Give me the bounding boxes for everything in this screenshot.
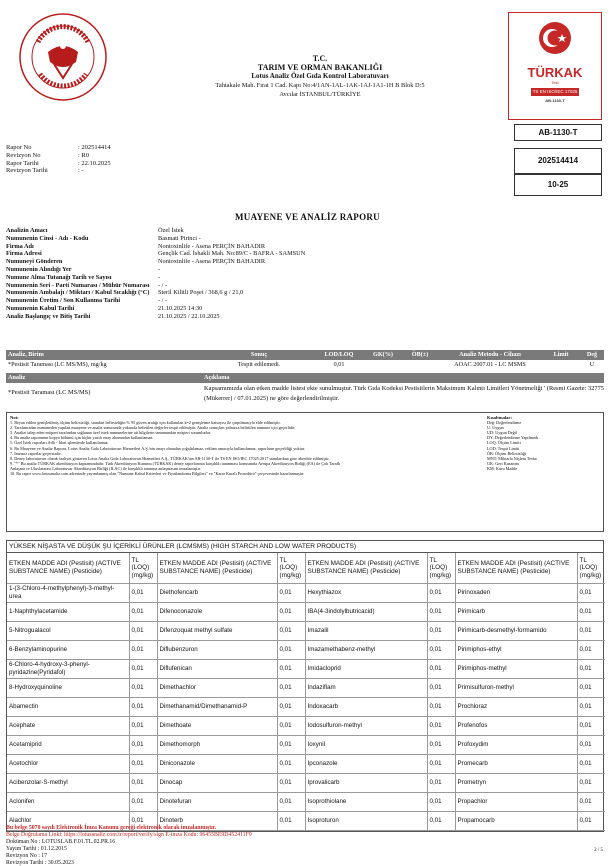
tl-cell: 0,01 — [129, 773, 157, 792]
substance-cell: Dimethanamid/Dimethanamid-P — [157, 697, 277, 716]
substance-cell: Diflubenzuron — [157, 640, 277, 659]
substance-cell: Indaziflam — [305, 678, 427, 697]
tl-header: TL (LOQ) (mg/kg) — [277, 553, 305, 583]
substance-cell: Acibenzolar-S-methyl — [7, 773, 129, 792]
meta-row: Revizyon Tarihi : - — [6, 167, 84, 175]
substance-cell: Aclonifen — [7, 792, 129, 811]
note-line: 10. Bu rapor www.lotusanaliz.com adresinde yayımlanmış olan "Numune Kabul Kriterleri ve Fiyatlandırma Bilgileri" ve "Karar Kuralı Prosedürü" çerçevesinde hazırlanmıştır. — [10, 471, 305, 477]
report-meta — [6, 144, 158, 175]
notes-title: Not: — [10, 415, 19, 420]
substance-cell: Primisulfuron-methyl — [455, 678, 577, 697]
tl-cell: 0,01 — [427, 754, 455, 773]
tl-cell: 0,01 — [427, 792, 455, 811]
substance-cell: Iprovalicarb — [305, 773, 427, 792]
substance-cell: Dimethomorph — [157, 735, 277, 754]
substance-cell: Abamectin — [7, 697, 129, 716]
info-row: Firma Adresi Gençlik Cad. İshakli Mah. No:89/C - BAFRA - SAMSUN — [6, 250, 306, 258]
turkak-test: Test — [551, 80, 559, 85]
substance-cell: Difenoconazole — [157, 602, 277, 621]
info-row: Numunenin Cinsi - Adı - Kodu Basmati Pirinci - — [6, 234, 201, 242]
table-row — [7, 697, 605, 716]
abbr-item: MNT: Miktarla Nişlem Tesba — [487, 455, 537, 461]
revision-date: Revizyon Tarihi : 30.05.2023 — [6, 860, 74, 866]
note-line: 4. Bu analiz raporunun kopya bölümü için hiçbir yazılı onay alınmadan kullanılamaz. — [10, 435, 154, 441]
info-row: Numunenin Alındığı Yer - — [6, 265, 161, 273]
table-row — [7, 678, 605, 697]
accreditation-code: AB-1130-T — [514, 124, 602, 141]
tl-cell: 0,01 — [577, 735, 605, 754]
substance-cell: Diniconazole — [157, 754, 277, 773]
table-row — [7, 792, 605, 811]
tl-cell: 0,01 — [129, 659, 157, 678]
period-code: 10-25 — [514, 174, 602, 196]
tl-header: TL (LOQ) (mg/kg) — [577, 553, 605, 583]
tl-cell: 0,01 — [427, 583, 455, 602]
publish-date: Yayım Tarihi : 01.12.2015 — [6, 846, 67, 853]
substance-cell: Pirinoxaden — [455, 583, 577, 602]
substance-cell: IBA(4-3indolylbutricacid) — [305, 602, 427, 621]
abbreviations — [487, 415, 573, 471]
table-row — [7, 659, 605, 678]
abbr-item: LOD: Tespit Limiti — [487, 445, 520, 451]
tl-cell: 0,01 — [577, 583, 605, 602]
turkak-code: AB-1130-T — [545, 98, 565, 103]
substance-cell: Alachlor — [7, 811, 129, 830]
table-row — [7, 602, 605, 621]
note-line: 7. İmzasız raporlar geçersizdir. — [10, 450, 62, 456]
lcmsms-body — [7, 583, 605, 830]
lab-header — [150, 54, 490, 99]
abbr-item: ÖB: Ölçüm Belirsizliği — [487, 450, 527, 456]
tl-header: TL (LOQ) (mg/kg) — [129, 553, 157, 583]
substance-cell: Isoprothiolane — [305, 792, 427, 811]
page-number: 2 / 5 — [594, 848, 603, 853]
info-row: Numuneyi Gönderen Nontoxinlife - Asena PERÇİN BAHADIR — [6, 258, 266, 266]
substance-header: ETKEN MADDE ADI (Pestisit) (ACTIVE SUBSTANCE NAME) (Pesticide) — [157, 553, 277, 583]
substance-cell: Imazalil — [305, 621, 427, 640]
substance-cell: Prochloraz — [455, 697, 577, 716]
note-line: Anlaşma ve Uluslararası Laboratuvar Akreditasyon Birliği (ILAC) ile karşılıklı tanınma anlaşmasını imzalamıştır. — [10, 465, 201, 471]
substance-cell: Dimethoate — [157, 716, 277, 735]
substance-cell: 1-(3-Chloro-4-methylphenyl)-3-methyl-urea — [7, 583, 129, 602]
note-line: 1. Beyan edilen genişletilmiş ölçüm belirsizliği, standart belirsizliğin % 95 güven aralığı için kullanılan k=2 genişletme katsayısı ile çarpılmasıyla elde edilmiştir. — [10, 420, 281, 426]
tl-cell: 0,01 — [427, 621, 455, 640]
substance-cell: Diflufenican — [157, 659, 277, 678]
meta-row: Rapor Tarihi : 22.10.2025 — [6, 159, 111, 167]
info-row: Analizin Amacı Özel İstek — [6, 227, 184, 234]
substance-cell: Ioxynil — [305, 735, 427, 754]
tl-cell: 0,01 — [277, 583, 305, 602]
abbr-item: GK: Geri Kazanım — [487, 460, 519, 466]
substance-cell: Iodosulfuron-methyl — [305, 716, 427, 735]
note-line: 8. Deney laboratuvarı olarak faaliyet gösteren Lotus Analiz Gıda Laboratuvarı Hizmetleri A.Ş., TÜRKAK'tan AB-1130-T ile TS EN ISO/IEC 17025:2017 standardına göre akredite edilmiştir. — [10, 455, 330, 461]
tl-cell: 0,01 — [427, 602, 455, 621]
header-ministry: TARIM VE ORMAN BAKANLIĞI — [257, 63, 383, 72]
tl-header: TL (LOQ) (mg/kg) — [427, 553, 455, 583]
note-line: 5. Özel İstek raporları Adli - İdari işlemlerde kullanılamaz. — [10, 440, 109, 446]
header-line1: T.C. — [312, 54, 328, 63]
substance-cell: Imazamethabenz-methyl — [305, 640, 427, 659]
verify-link[interactable]: Belge Doğrulama Linki: https://lotusanaliz.com.tr/report/verify/sign E-imza Kodu: 96455BE9D452411F9 — [6, 832, 252, 839]
results-header: Analiz, Birim Sonuç LOD/LOQ GK(%) ÖB(±) Analiz Metodu - Cihazı Limit Değ — [6, 350, 604, 360]
abbr-item: UD: Uygun Değil — [487, 430, 518, 436]
tl-cell: 0,01 — [427, 678, 455, 697]
substance-cell: Propachlor — [455, 792, 577, 811]
tl-cell: 0,01 — [577, 811, 605, 830]
substance-cell: Ipconazole — [305, 754, 427, 773]
info-row: Firma Adı Nontoxinlife - Asena PERÇİN BAHADIR — [6, 242, 266, 250]
turkak-logo — [508, 12, 602, 120]
tl-cell: 0,01 — [427, 773, 455, 792]
substance-cell: Profoxydim — [455, 735, 577, 754]
info-row: Numunenin Seri - Parti Numarası / Mühür Numarası - / - — [6, 281, 168, 289]
tl-cell: 0,01 — [577, 640, 605, 659]
tl-cell: 0,01 — [577, 678, 605, 697]
tl-cell: 0,01 — [577, 716, 605, 735]
header-city: Avcılar İSTANBUL/TÜRKİYE — [279, 91, 361, 98]
table-row — [7, 735, 605, 754]
table-row: *Pestisit Taraması (LC MS/MS), mg/kg Tespit edilemedi. 0,01 AOAC 2007.01 - LC MSMS U — [8, 361, 595, 368]
tl-cell: 0,01 — [129, 716, 157, 735]
revision-number: Revizyon No : 17 — [6, 853, 48, 860]
tl-cell: 0,01 — [577, 659, 605, 678]
lcmsms-table — [6, 540, 604, 832]
abbr-item: U: Uygun — [487, 425, 504, 431]
abbr-title: Kısaltmalar: — [487, 415, 513, 420]
turkak-emblem-icon — [535, 19, 575, 57]
substance-cell: Indoxacarb — [305, 697, 427, 716]
substance-cell: Diethofencarb — [157, 583, 277, 602]
substance-cell: Isoproturon — [305, 811, 427, 830]
abbr-item: Değ: Değerlendirme — [487, 420, 522, 426]
note-line: 3. Analizi talep eden müşteri tarafından sağlanan özel istek numunelerine ait bilgilerin tamamından müşteri sorumludur. — [10, 430, 211, 436]
ministry-logo — [18, 12, 108, 102]
info-row: Numunenin Kabul Tarihi 21.10.2025 14:30 — [6, 304, 203, 312]
table-row — [7, 583, 605, 602]
header-lab-name: Lotus Analiz Özel Gıda Kontrol Laboratuvarı — [251, 72, 389, 80]
tl-cell: 0,01 — [577, 697, 605, 716]
tl-cell: 0,01 — [277, 640, 305, 659]
substance-cell: Difenzoquat methyl sulfate — [157, 621, 277, 640]
tl-cell: 0,01 — [277, 697, 305, 716]
abbr-item: LOQ: Ölçüm Limiti — [487, 440, 521, 446]
substance-header: ETKEN MADDE ADI (Pestisit) (ACTIVE SUBSTANCE NAME) (Pesticide) — [7, 553, 129, 583]
substance-cell: Pirimiphos-methyl — [455, 659, 577, 678]
substance-cell: Propamocarb — [455, 811, 577, 830]
tl-cell: 0,01 — [427, 659, 455, 678]
abbr-item: DY: Değerlendirme Yapılmadı — [487, 435, 539, 441]
turkak-standard: TS EN ISO/IEC 17025 — [532, 89, 578, 94]
tl-cell: 0,01 — [129, 697, 157, 716]
turkak-name: TÜRKAK — [527, 65, 583, 80]
note-line: 9. "*" Bu analiz TÜRKAK akreditasyon kapsamındadır. Türk Akreditasyon Kurumu (TÜRKAK) deney raporlarının karşılıklı tanınması konusunda Avrupa Akreditasyon Birliği (EA) ile Çok Taraflı — [10, 460, 341, 466]
tl-cell: 0,01 — [277, 735, 305, 754]
tl-cell: 0,01 — [277, 773, 305, 792]
meta-row: Revizyon No : R0 — [6, 151, 90, 159]
substance-cell: 6-Benzylaminopurine — [7, 640, 129, 659]
table-row — [7, 754, 605, 773]
substance-cell: 8-Hydroxyquinoline — [7, 678, 129, 697]
report-code: 202514414 — [514, 148, 602, 174]
notes-box — [6, 412, 604, 532]
substance-cell: Pirimiphos-ethyl — [455, 640, 577, 659]
substance-cell: Imidacloprid — [305, 659, 427, 678]
substance-cell: Dinotefuran — [157, 792, 277, 811]
tl-cell: 0,01 — [277, 659, 305, 678]
tl-cell: 0,01 — [427, 697, 455, 716]
tl-cell: 0,01 — [577, 602, 605, 621]
tl-cell: 0,01 — [129, 621, 157, 640]
tl-cell: 0,01 — [129, 792, 157, 811]
info-row: Numune Alma Tutanağı Tarih ve Sayısı - — [6, 273, 161, 281]
doc-number: Doküman No : LOTUSLAB.F.01.TL.02.PR.16 — [6, 839, 116, 846]
abbr-item: KM: Kuru Madde — [487, 465, 518, 471]
substance-cell: Dimethachlor — [157, 678, 277, 697]
notes-list — [10, 420, 480, 476]
table-row — [7, 773, 605, 792]
table-row — [7, 640, 605, 659]
lcmsms-title: YÜKSEK NİŞASTA VE DÜŞÜK ŞU İÇERİKLİ ÜRÜNLER (LCMSMS) (HIGH STARCH AND LOW WATER PRODUCTS) — [7, 541, 603, 553]
tl-cell: 0,01 — [277, 811, 305, 830]
note-line: 6. Bu Muayene ve Analiz Raporu, Lotus Analiz Gıda Laboratuvarı Hizmetleri A.Ş.'nin onayı olmadan çoğaltılamaz, reklam amacıyla kullanılamaz, raporların geçerliliği yoktur. — [10, 445, 306, 451]
substance-cell: 5-Nitrogualacol — [7, 621, 129, 640]
tl-cell: 0,01 — [427, 735, 455, 754]
tl-cell: 0,01 — [129, 640, 157, 659]
substance-header: ETKEN MADDE ADI (Pestisit) (ACTIVE SUBSTANCE NAME) (Pesticide) — [305, 553, 427, 583]
footer — [6, 825, 252, 866]
e-signature-notice: Bu belge 5070 sayılı Elektronik İmza Kanunu gereği elektronik olarak imzalanmıştır. — [6, 825, 217, 831]
analysis-note-row: *Pestisit Taraması (LC MS/MS) Kapsamımızda olan etken madde listesi ekte sunulmuştur. Türk Gıda Kodeksi Pestisitlerin Maksimum Kalıntı Limitleri Yönetmeliği ' (Resmi Gazete: 32775 (Mükerrer) / 07.01.2025) ne göre değerlendirilmiştir. — [8, 385, 604, 402]
info-row: Numunenin Üretim / Son Kullanma Tarihi - / - — [6, 297, 168, 305]
tl-cell: 0,01 — [129, 602, 157, 621]
substance-cell: Profenofos — [455, 716, 577, 735]
tl-cell: 0,01 — [129, 735, 157, 754]
substance-cell: Acephate — [7, 716, 129, 735]
substance-cell: Pirimicarb — [455, 602, 577, 621]
tl-cell: 0,01 — [577, 773, 605, 792]
tl-cell: 0,01 — [277, 621, 305, 640]
tl-cell: 0,01 — [427, 811, 455, 830]
tl-cell: 0,01 — [277, 678, 305, 697]
substance-cell: Pirimicarb-desmethyl-formamido — [455, 621, 577, 640]
tl-cell: 0,01 — [277, 716, 305, 735]
note-line: 2. Tarafımızdan numuneden yapılan muayene ve analiz sonucunda yukarıda belirtilen değerler tespit edilmiştir. Analiz sonuçları yalnızca belirtilen numune için geçerlidir. — [10, 425, 296, 431]
results-table — [6, 350, 604, 403]
tl-cell: 0,01 — [427, 640, 455, 659]
substance-cell: Prometryn — [455, 773, 577, 792]
substance-cell: Dinocap — [157, 773, 277, 792]
substance-cell: Dinoterb — [157, 811, 277, 830]
tl-cell: 0,01 — [577, 792, 605, 811]
table-row — [7, 716, 605, 735]
info-row: Analiz Başlangıç ve Bitiş Tarihi 21.10.2025 / 22.10.2025 — [6, 312, 220, 320]
tl-cell: 0,01 — [129, 678, 157, 697]
sample-info — [6, 227, 406, 321]
tl-cell: 0,01 — [277, 792, 305, 811]
tl-cell: 0,01 — [277, 602, 305, 621]
lcmsms-header-row — [7, 553, 605, 583]
header-address: Tahtakale Mah. Fırat 1 Cad. Kapı No:4/1AN-1AL-1AK-1AJ-1A1-1H B Blok D:5 — [215, 82, 425, 89]
report-title: MUAYENE VE ANALİZ RAPORU — [235, 212, 380, 222]
substance-cell: Acetamiprid — [7, 735, 129, 754]
tl-cell: 0,01 — [577, 621, 605, 640]
substance-cell: Hexythiazox — [305, 583, 427, 602]
meta-row: Rapor No : 202514414 — [6, 144, 111, 151]
tl-cell: 0,01 — [277, 754, 305, 773]
substance-header: ETKEN MADDE ADI (Pestisit) (ACTIVE SUBSTANCE NAME) (Pesticide) — [455, 553, 577, 583]
tl-cell: 0,01 — [427, 716, 455, 735]
substance-cell: 1-Naphthylacetamide — [7, 602, 129, 621]
tl-cell: 0,01 — [129, 583, 157, 602]
tl-cell: 0,01 — [129, 811, 157, 830]
tl-cell: 0,01 — [577, 754, 605, 773]
analysis-note-header: Analiz Açıklama — [6, 373, 604, 383]
info-row: Numunenin Ambalajı / Miktarı / Kabul Sıcaklığı (°C) Steril Kilitli Poşet / 368,6 g / 21,0 — [6, 289, 244, 297]
substance-cell: 6-Chloro-4-hydroxy-3-phenyl-pyridazine(Pyridafol) — [7, 659, 129, 678]
table-row — [7, 621, 605, 640]
substance-cell: Promecarb — [455, 754, 577, 773]
substance-cell: Acetochlor — [7, 754, 129, 773]
tl-cell: 0,01 — [129, 754, 157, 773]
